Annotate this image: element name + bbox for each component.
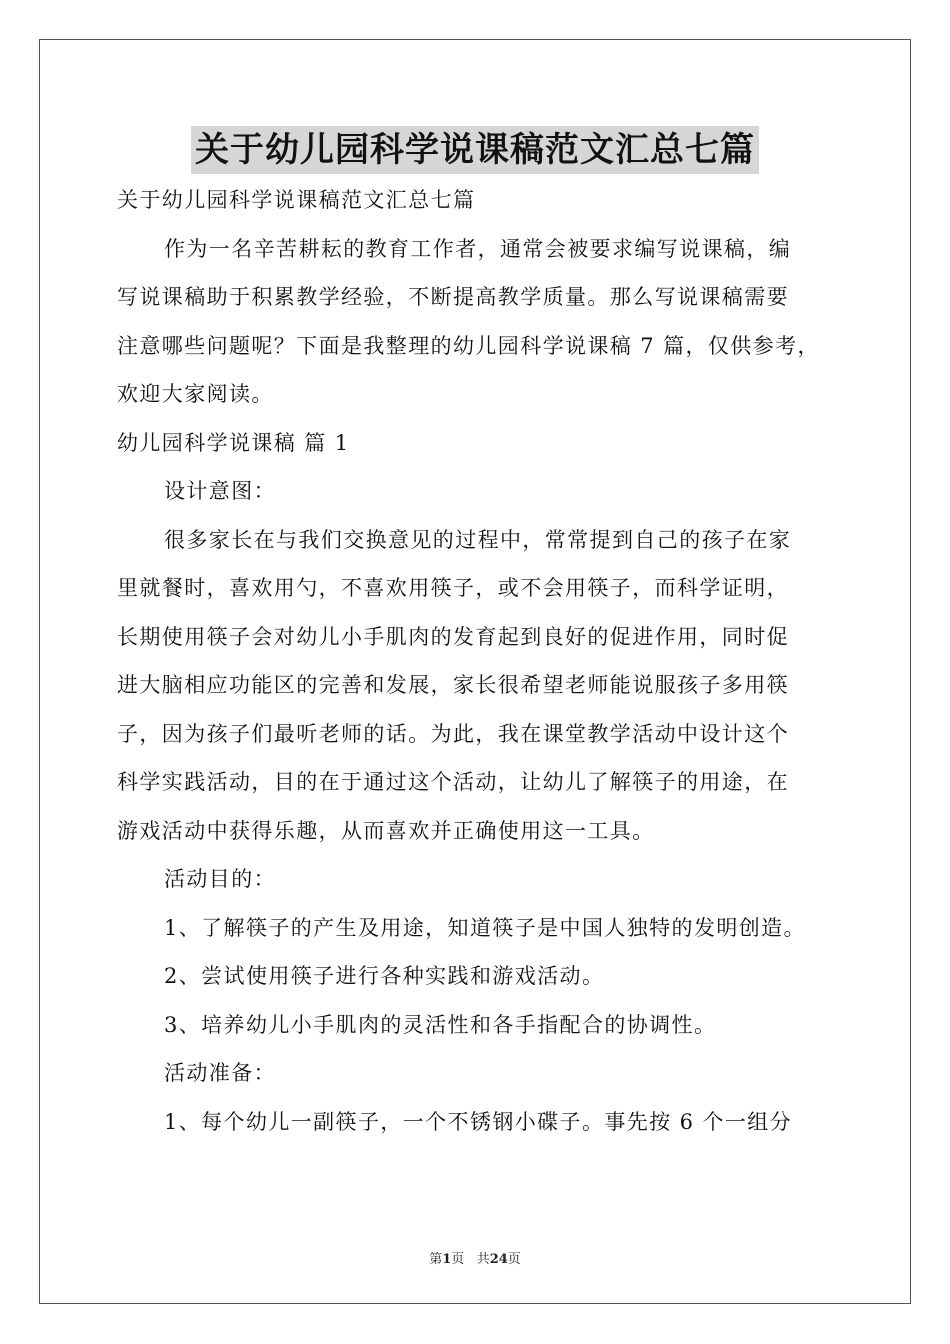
- design-paragraph: [117, 516, 837, 856]
- design-line: 游戏活动中获得乐趣，从而喜欢并正确使用这一工具。: [117, 818, 655, 843]
- footer-total-pages: 24: [489, 1252, 508, 1267]
- goal-label: 活动目的：: [164, 867, 276, 891]
- document-subtitle: 关于幼儿园科学说课稿范文汇总七篇: [117, 188, 476, 212]
- title-wrap: [0, 126, 950, 174]
- design-line: 科学实践活动，目的在于通过这个活动，让幼儿了解筷子的用途，在: [117, 770, 789, 794]
- footer-total-suffix: 页: [507, 1252, 521, 1267]
- design-line: 里就餐时，喜欢用勺，不喜欢用筷子，或不会用筷子，而科学证明，: [117, 576, 789, 600]
- design-line: 长期使用筷子会对幼儿小手肌肉的发育起到良好的促进作用，同时促: [117, 624, 789, 649]
- page-footer: [0, 1248, 950, 1267]
- design-line: 子，因为孩子们最听老师的话。为此，我在课堂教学活动中设计这个: [117, 721, 789, 746]
- document-title: 关于幼儿园科学说课稿范文汇总七篇: [191, 126, 759, 174]
- document-body: [117, 176, 837, 1146]
- prep-label: 活动准备：: [164, 1061, 276, 1085]
- footer-page-suffix: 页: [451, 1252, 465, 1267]
- intro-line: 写说课稿助于积累教学经验，不断提高教学质量。那么写说课稿需要: [117, 285, 789, 309]
- design-label: 设计意图：: [164, 479, 276, 503]
- goal-item: 3、培养幼儿小手肌肉的灵活性和各手指配合的协调性。: [164, 1012, 717, 1037]
- prep-item: 1、每个幼儿一副筷子，一个不锈钢小碟子。事先按 6 个一组分: [164, 1109, 793, 1134]
- intro-line: 欢迎大家阅读。: [117, 382, 274, 406]
- footer-page-prefix: 第: [429, 1252, 443, 1267]
- footer-page-number: 1: [442, 1252, 452, 1267]
- goal-item: 2、尝试使用筷子进行各种实践和游戏活动。: [164, 964, 605, 988]
- goal-item: 1、了解筷子的产生及用途，知道筷子是中国人独特的发明创造。: [164, 915, 806, 940]
- design-line: 很多家长在与我们交换意见的过程中，常常提到自己的孩子在家: [164, 527, 792, 552]
- intro-line: 注意哪些问题呢？下面是我整理的幼儿园科学说课稿 7 篇，仅供参考，: [117, 333, 820, 358]
- intro-line: 作为一名辛苦耕耘的教育工作者，通常会被要求编写说课稿，编: [164, 236, 792, 261]
- design-line: 进大脑相应功能区的完善和发展，家长很希望老师能说服孩子多用筷: [117, 673, 789, 697]
- footer-total-prefix: 共: [476, 1252, 490, 1267]
- section-heading: 幼儿园科学说课稿 篇 1: [117, 430, 350, 455]
- intro-paragraph: [117, 225, 837, 419]
